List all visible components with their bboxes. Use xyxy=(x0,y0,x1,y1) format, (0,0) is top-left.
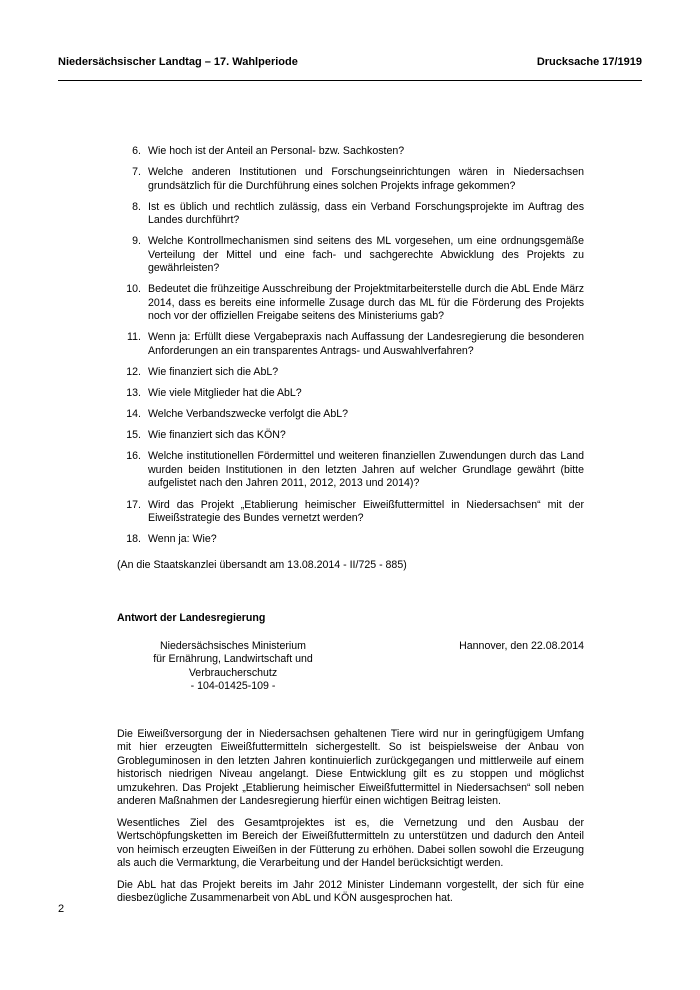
question-number: 7. xyxy=(132,166,141,179)
question-number: 15. xyxy=(126,429,141,442)
header-title: Niedersächsischer Landtag – 17. Wahlperiode xyxy=(58,56,298,68)
question-item xyxy=(117,331,584,358)
question-item xyxy=(117,408,584,422)
question-list xyxy=(117,145,584,547)
question-number: 11. xyxy=(127,331,141,344)
question-number: 13. xyxy=(126,387,141,400)
question-number: 6. xyxy=(132,145,141,157)
question-text: Wie finanziert sich das KÖN? xyxy=(148,429,286,442)
question-item xyxy=(117,387,584,401)
question-item xyxy=(117,145,584,159)
question-number: 12. xyxy=(126,366,141,379)
question-text: Welche Verbandszwecke verfolgt die AbL? xyxy=(148,408,349,421)
page-number: 2 xyxy=(58,903,65,915)
question-text: Wenn ja: Erfüllt diese Vergabepraxis nach Auffassung der Landesregierung die besonderen Anforderungen an ein transparentes Antrags- und Auswahlverfahren? xyxy=(148,331,584,357)
question-text: Wenn ja: Wie? xyxy=(148,533,217,546)
ministry-block xyxy=(117,640,584,694)
question-item xyxy=(117,533,584,547)
transmittal-note: (An die Staatskanzlei übersandt am 13.08.2014 - II/725 - 885) xyxy=(117,558,407,571)
answer-paragraph: Die AbL hat das Projekt bereits im Jahr 2012 Minister Lindemann vorgestellt, der sich für eine diesbezügliche Zusammenarbeit von AbL und KÖN ausgesprochen hat. xyxy=(117,878,584,905)
question-text: Wie viele Mitglieder hat die AbL? xyxy=(148,387,302,400)
question-number: 16. xyxy=(126,450,141,463)
question-number: 14. xyxy=(126,408,141,421)
reference-number: - 104-01425-109 - xyxy=(190,680,276,693)
question-number: 17. xyxy=(126,498,141,511)
question-item xyxy=(117,283,584,324)
main-content xyxy=(117,145,584,914)
answer-heading: Antwort der Landesregierung xyxy=(117,612,266,625)
question-text: Bedeutet die frühzeitige Ausschreibung der Projektmitarbeiterstelle durch die AbL Ende März 2014, dass es bereits eine informelle Zusage durch das ML für die Förderung des Projekts noch vor der offiziellen Freigabe seitens des Ministeriums gab? xyxy=(148,283,584,323)
ministry-address xyxy=(117,640,349,694)
question-number: 9. xyxy=(132,235,141,248)
question-number: 18. xyxy=(126,533,141,546)
answer-paragraph: Die Eiweißversorgung der in Niedersachsen gehaltenen Tiere wird nur in geringfügigem Umfang mit hier erzeugten Eiweißfuttermitteln sichergestellt. So ist beispielsweise der Anbau von Grobleguminosen in den letzten Jahren kontinuierlich zurückgegangen und mittlerweile auf einem historisch niedrigen Niveau angelangt. Diese Entwicklung gilt es zu stoppen und möglichst umzukehren. Das Projekt „Etablierung heimischer Eiweißfuttermittel in Niedersachsen“ soll neben anderen Maßnahmen der Landesregierung hierfür einen wichtigen Beitrag leisten. xyxy=(117,727,584,808)
question-item xyxy=(117,450,584,491)
ministry-department: für Ernährung, Landwirtschaft und Verbraucherschutz xyxy=(153,653,313,679)
question-number: 10. xyxy=(126,283,141,296)
question-number: 8. xyxy=(132,200,141,213)
question-text: Wird das Projekt „Etablierung heimischer Eiweißfuttermittel in Niedersachsen“ mit der Eiweißstrategie des Bundes vernetzt werden? xyxy=(148,498,584,525)
question-item xyxy=(117,166,584,193)
question-item xyxy=(117,235,584,276)
question-text: Welche anderen Institutionen und Forschungseinrichtungen wären in Niedersachsen grundsätzlich für die Durchführung eines solchen Projekts infrage gekommen? xyxy=(148,166,584,192)
question-text: Welche institutionellen Fördermittel und weiteren finanziellen Zuwendungen durch das Land wurden beiden Institutionen in den letzten Jahren auf welcher Grundlage gewährt (bitte aufgelistet nach den Jahren 2011, 2012, 2013 und 2014)? xyxy=(148,450,584,490)
header-divider xyxy=(58,80,642,81)
question-item xyxy=(117,429,584,443)
question-text: Wie finanziert sich die AbL? xyxy=(148,366,279,379)
question-text: Ist es üblich und rechtlich zulässig, dass ein Verband Forschungsprojekte im Auftrag des Landes durchführt? xyxy=(148,200,584,227)
answer-paragraph: Wesentliches Ziel des Gesamtprojektes ist es, die Vernetzung und den Ausbau der Wertschöpfungsketten im Bereich der Eiweißfuttermitteln zu unterstützen und dadurch den Anteil von heimisch erzeugten Eiweißen in der Fütterung zu erhöhen. Dabei sollen sowohl die Erzeugung als auch die Vermarktung, die Verarbeitung und der Handel berücksichtigt werden. xyxy=(117,816,584,870)
document-number: Drucksache 17/1919 xyxy=(536,56,642,68)
question-text: Welche Kontrollmechanismen sind seitens des ML vorgesehen, um eine ordnungsgemäße Verteilung der Mittel und eine fach- und sachgerechte Abwicklung des Projekts zu gewährleisten? xyxy=(148,235,584,275)
question-text: Wie hoch ist der Anteil an Personal- bzw. Sachkosten? xyxy=(148,145,405,157)
question-item xyxy=(117,201,584,228)
question-item xyxy=(117,366,584,380)
answer-body xyxy=(117,728,584,906)
page-header xyxy=(58,56,642,68)
ministry-name: Niedersächsisches Ministerium xyxy=(159,639,306,652)
place-date: Hannover, den 22.08.2014 xyxy=(459,639,584,652)
question-item xyxy=(117,499,584,526)
